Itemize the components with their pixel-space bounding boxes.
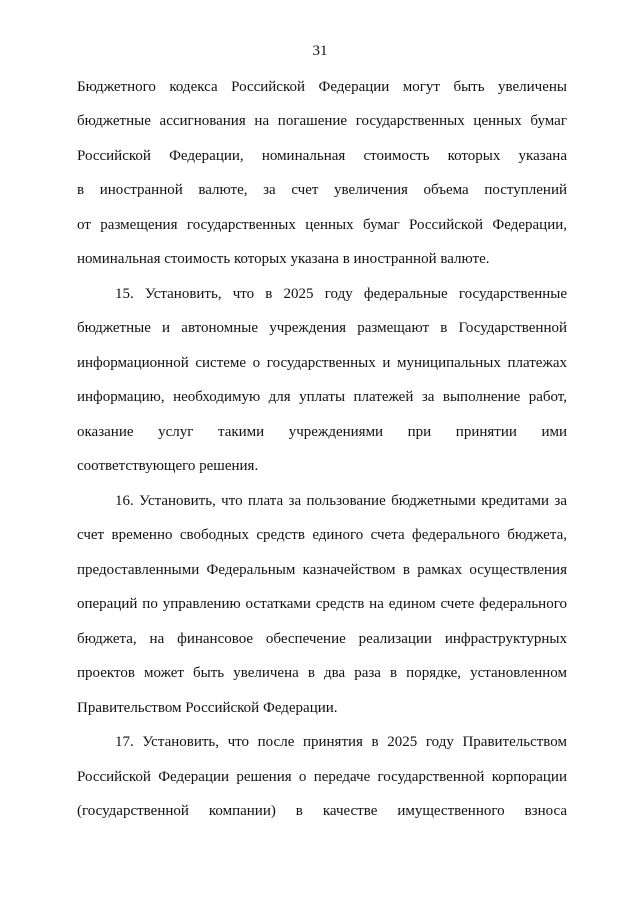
text-line: информацию, необходимую для уплаты платежей за выполнение работ, <box>77 389 567 405</box>
text-line: соответствующего решения. <box>77 458 259 474</box>
text-line: бюджетные ассигнования на погашение государственных ценных бумаг <box>77 113 567 129</box>
text-line: в иностранной валюте, за счет увеличения объема поступлений <box>77 182 567 198</box>
text-line: проектов может быть увеличена в два раза в порядке, установленном <box>77 665 567 681</box>
paragraph-16-first-line: 16. Установить, что плата за пользование бюджетными кредитами за <box>115 493 567 509</box>
text-line: счет временно свободных средств единого счета федерального бюджета, <box>77 527 567 543</box>
text-line: Правительством Российской Федерации. <box>77 700 338 716</box>
text-line: номинальная стоимость которых указана в иностранной валюте. <box>77 251 490 267</box>
text-line: операций по управлению остатками средств на едином счете федерального <box>77 596 567 612</box>
text-line: предоставленными Федеральным казначейством в рамках осуществления <box>77 562 567 578</box>
text-line: Российской Федерации решения о передаче государственной корпорации <box>77 769 567 785</box>
text-line: оказание услуг такими учреждениями при принятии ими <box>77 424 567 440</box>
text-line: бюджета, на финансовое обеспечение реализации инфраструктурных <box>77 631 567 647</box>
text-line: от размещения государственных ценных бумаг Российской Федерации, <box>77 217 567 233</box>
paragraph-15-first-line: 15. Установить, что в 2025 году федеральные государственные <box>115 286 567 302</box>
text-line: Российской Федерации, номинальная стоимость которых указана <box>77 148 567 164</box>
text-line: информационной системе о государственных и муниципальных платежах <box>77 355 567 371</box>
page-number: 31 <box>312 43 328 59</box>
text-line: Бюджетного кодекса Российской Федерации могут быть увеличены <box>77 79 567 95</box>
paragraph-17-first-line: 17. Установить, что после принятия в 2025 году Правительством <box>115 734 567 750</box>
text-line: бюджетные и автономные учреждения размещают в Государственной <box>77 320 567 336</box>
text-line: (государственной компании) в качестве имущественного взноса <box>77 803 567 819</box>
